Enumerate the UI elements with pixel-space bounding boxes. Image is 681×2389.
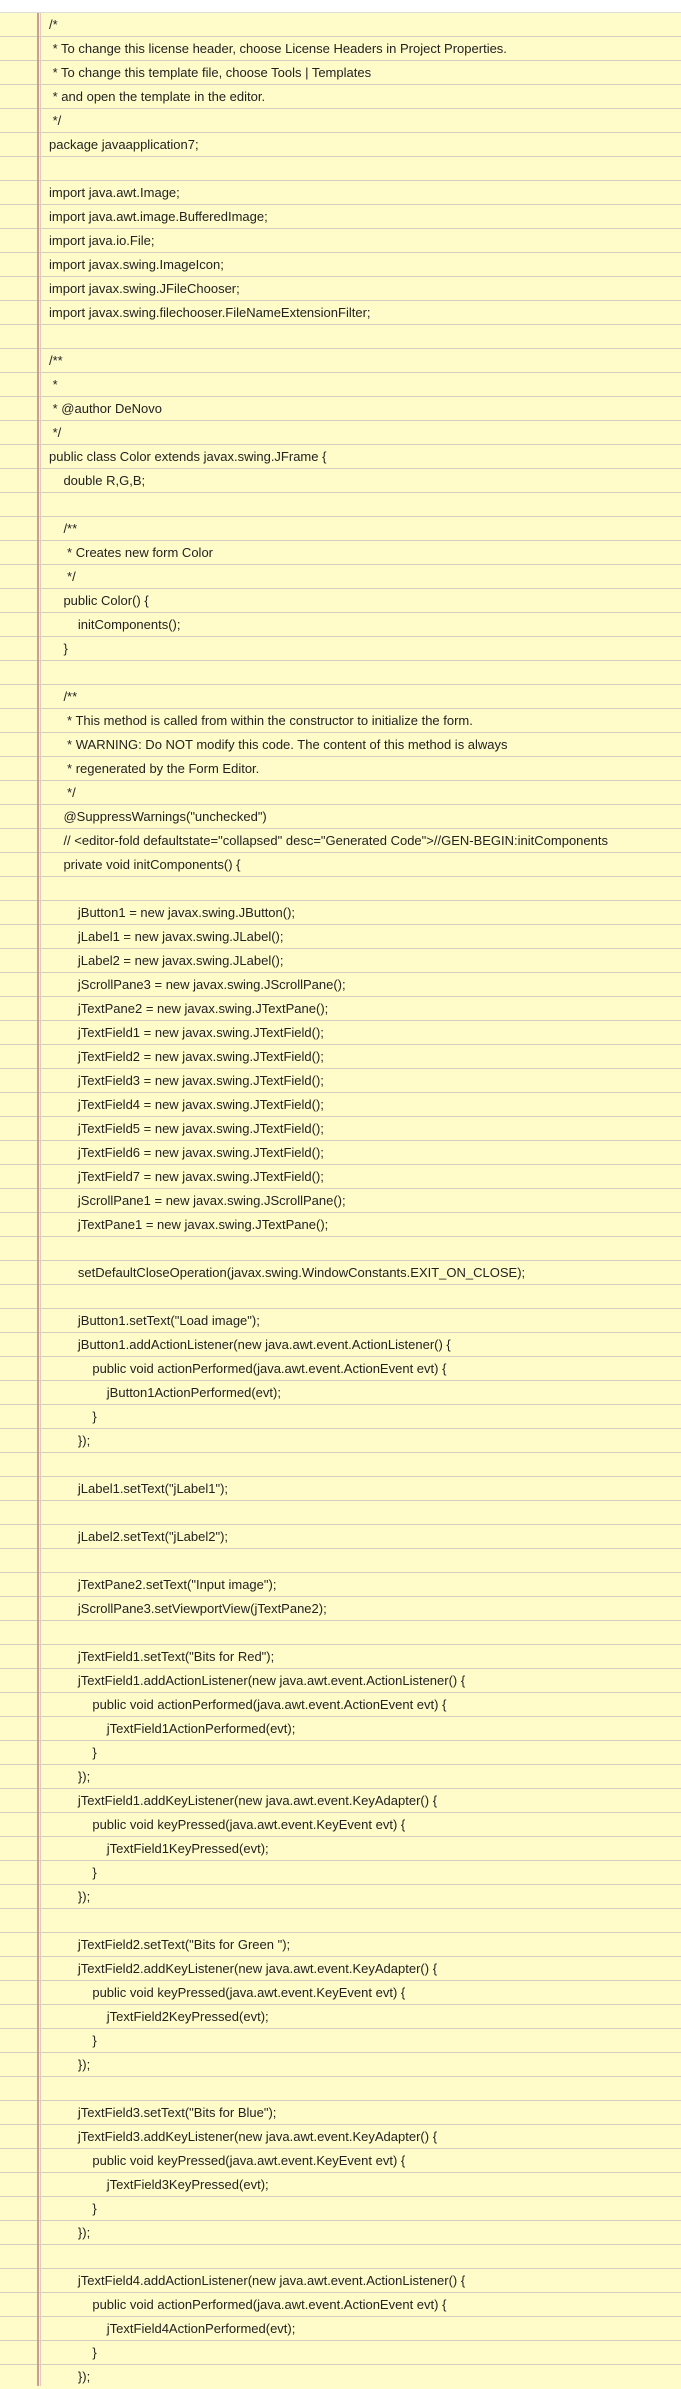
code-line: jButton1.addActionListener(new java.awt.event.ActionListener() { bbox=[49, 1337, 451, 1352]
code-line bbox=[0, 877, 681, 901]
code-line: jTextPane1 = new javax.swing.JTextPane(); bbox=[49, 1217, 329, 1232]
code-line: jTextField1.setText("Bits for Red"); bbox=[49, 1649, 275, 1664]
code-line: // <editor-fold defaultstate="collapsed" desc="Generated Code">//GEN-BEGIN:initComponents bbox=[49, 833, 608, 848]
code-line: jScrollPane1 = new javax.swing.JScrollPane(); bbox=[49, 1193, 346, 1208]
code-line: jTextPane2 = new javax.swing.JTextPane(); bbox=[49, 1001, 329, 1016]
code-line bbox=[0, 2077, 681, 2101]
code-line: }); bbox=[49, 2369, 91, 2384]
code-line: jLabel1.setText("jLabel1"); bbox=[49, 1481, 229, 1496]
code-line: jTextField4ActionPerformed(evt); bbox=[49, 2321, 296, 2336]
code-line: jTextField1ActionPerformed(evt); bbox=[49, 1721, 296, 1736]
code-line: /* bbox=[49, 17, 58, 32]
code-line: import java.awt.Image; bbox=[49, 185, 180, 200]
code-line: setDefaultCloseOperation(javax.swing.WindowConstants.EXIT_ON_CLOSE); bbox=[49, 1265, 526, 1280]
code-line: */ bbox=[49, 785, 76, 800]
code-line bbox=[0, 1549, 681, 1573]
code-line: * Creates new form Color bbox=[49, 545, 213, 560]
code-line: jTextField3.addKeyListener(new java.awt.event.KeyAdapter() { bbox=[49, 2129, 438, 2144]
code-line: */ bbox=[49, 113, 62, 128]
code-line: jLabel2 = new javax.swing.JLabel(); bbox=[49, 953, 284, 968]
code-line: jTextField2.addKeyListener(new java.awt.event.KeyAdapter() { bbox=[49, 1961, 438, 1976]
code-line: public void keyPressed(java.awt.event.KeyEvent evt) { bbox=[49, 1985, 406, 2000]
code-line: * @author DeNovo bbox=[49, 401, 162, 416]
code-document bbox=[0, 13, 681, 2389]
code-line: * To change this license header, choose License Headers in Project Properties. bbox=[49, 41, 507, 56]
code-line: import javax.swing.filechooser.FileNameExtensionFilter; bbox=[49, 305, 371, 320]
code-line bbox=[0, 1237, 681, 1261]
code-line: jTextField5 = new javax.swing.JTextField(); bbox=[49, 1121, 324, 1136]
code-line: }); bbox=[49, 1769, 91, 1784]
code-line bbox=[0, 493, 681, 517]
code-line: public Color() { bbox=[49, 593, 149, 608]
code-line: * regenerated by the Form Editor. bbox=[49, 761, 260, 776]
code-line: jScrollPane3 = new javax.swing.JScrollPane(); bbox=[49, 977, 346, 992]
code-line: private void initComponents() { bbox=[49, 857, 241, 872]
code-line: } bbox=[49, 1745, 97, 1760]
code-line: } bbox=[49, 1409, 97, 1424]
code-line: jTextField2KeyPressed(evt); bbox=[49, 2009, 269, 2024]
code-line: jTextField1 = new javax.swing.JTextField(); bbox=[49, 1025, 324, 1040]
code-line: jButton1ActionPerformed(evt); bbox=[49, 1385, 281, 1400]
code-line: * This method is called from within the constructor to initialize the form. bbox=[49, 713, 473, 728]
code-line: } bbox=[49, 641, 68, 656]
code-line: double R,G,B; bbox=[49, 473, 146, 488]
code-line bbox=[0, 2245, 681, 2269]
code-line: } bbox=[49, 2033, 97, 2048]
code-line: jTextField2.setText("Bits for Green "); bbox=[49, 1937, 291, 1952]
code-line bbox=[0, 1501, 681, 1525]
code-line: public class Color extends javax.swing.JFrame { bbox=[49, 449, 327, 464]
code-line: public void actionPerformed(java.awt.event.ActionEvent evt) { bbox=[49, 2297, 447, 2312]
code-line: import java.io.File; bbox=[49, 233, 155, 248]
code-line: jTextField1.addKeyListener(new java.awt.event.KeyAdapter() { bbox=[49, 1793, 438, 1808]
code-line: jTextPane2.setText("Input image"); bbox=[49, 1577, 277, 1592]
top-bar bbox=[0, 0, 681, 13]
code-line bbox=[0, 1909, 681, 1933]
code-line: /** bbox=[49, 689, 78, 704]
code-line: public void keyPressed(java.awt.event.KeyEvent evt) { bbox=[49, 2153, 406, 2168]
code-line: }); bbox=[49, 2225, 91, 2240]
code-line: jButton1 = new javax.swing.JButton(); bbox=[49, 905, 296, 920]
code-line: public void actionPerformed(java.awt.event.ActionEvent evt) { bbox=[49, 1361, 447, 1376]
code-line: * To change this template file, choose Tools | Templates bbox=[49, 65, 372, 80]
code-line: jTextField3.setText("Bits for Blue"); bbox=[49, 2105, 277, 2120]
code-line: } bbox=[49, 1865, 97, 1880]
code-line: * WARNING: Do NOT modify this code. The content of this method is always bbox=[49, 737, 508, 752]
code-line: jTextField3 = new javax.swing.JTextField(); bbox=[49, 1073, 324, 1088]
code-line: jTextField4.addActionListener(new java.awt.event.ActionListener() { bbox=[49, 2273, 466, 2288]
code-line: /** bbox=[49, 521, 78, 536]
code-line: package javaapplication7; bbox=[49, 137, 199, 152]
code-line: import javax.swing.JFileChooser; bbox=[49, 281, 240, 296]
code-line: */ bbox=[49, 425, 62, 440]
code-line: jLabel2.setText("jLabel2"); bbox=[49, 1529, 229, 1544]
code-line: initComponents(); bbox=[49, 617, 181, 632]
code-line: import javax.swing.ImageIcon; bbox=[49, 257, 224, 272]
code-line: jTextField1.addActionListener(new java.awt.event.ActionListener() { bbox=[49, 1673, 466, 1688]
code-line: public void keyPressed(java.awt.event.KeyEvent evt) { bbox=[49, 1817, 406, 1832]
code-line bbox=[0, 1285, 681, 1309]
code-line bbox=[0, 1453, 681, 1477]
code-line: } bbox=[49, 2201, 97, 2216]
code-line bbox=[0, 661, 681, 685]
code-line: } bbox=[49, 2345, 97, 2360]
code-line: jTextField6 = new javax.swing.JTextField(); bbox=[49, 1145, 324, 1160]
code-line bbox=[0, 325, 681, 349]
code-line: }); bbox=[49, 1433, 91, 1448]
code-line: jTextField1KeyPressed(evt); bbox=[49, 1841, 269, 1856]
code-line: }); bbox=[49, 1889, 91, 1904]
code-line: jButton1.setText("Load image"); bbox=[49, 1313, 260, 1328]
code-line: jLabel1 = new javax.swing.JLabel(); bbox=[49, 929, 284, 944]
code-line: jTextField4 = new javax.swing.JTextField(); bbox=[49, 1097, 324, 1112]
code-line: public void actionPerformed(java.awt.event.ActionEvent evt) { bbox=[49, 1697, 447, 1712]
code-line bbox=[0, 157, 681, 181]
code-line: jScrollPane3.setViewportView(jTextPane2); bbox=[49, 1601, 327, 1616]
code-line: * bbox=[49, 377, 58, 392]
code-line: jTextField3KeyPressed(evt); bbox=[49, 2177, 269, 2192]
code-line: import java.awt.image.BufferedImage; bbox=[49, 209, 268, 224]
code-line bbox=[0, 1621, 681, 1645]
code-line: */ bbox=[49, 569, 76, 584]
code-line: jTextField7 = new javax.swing.JTextField(); bbox=[49, 1169, 324, 1184]
code-line: jTextField2 = new javax.swing.JTextField(); bbox=[49, 1049, 324, 1064]
code-line: }); bbox=[49, 2057, 91, 2072]
code-line: /** bbox=[49, 353, 63, 368]
code-line: * and open the template in the editor. bbox=[49, 89, 266, 104]
code-line: @SuppressWarnings("unchecked") bbox=[49, 809, 267, 824]
